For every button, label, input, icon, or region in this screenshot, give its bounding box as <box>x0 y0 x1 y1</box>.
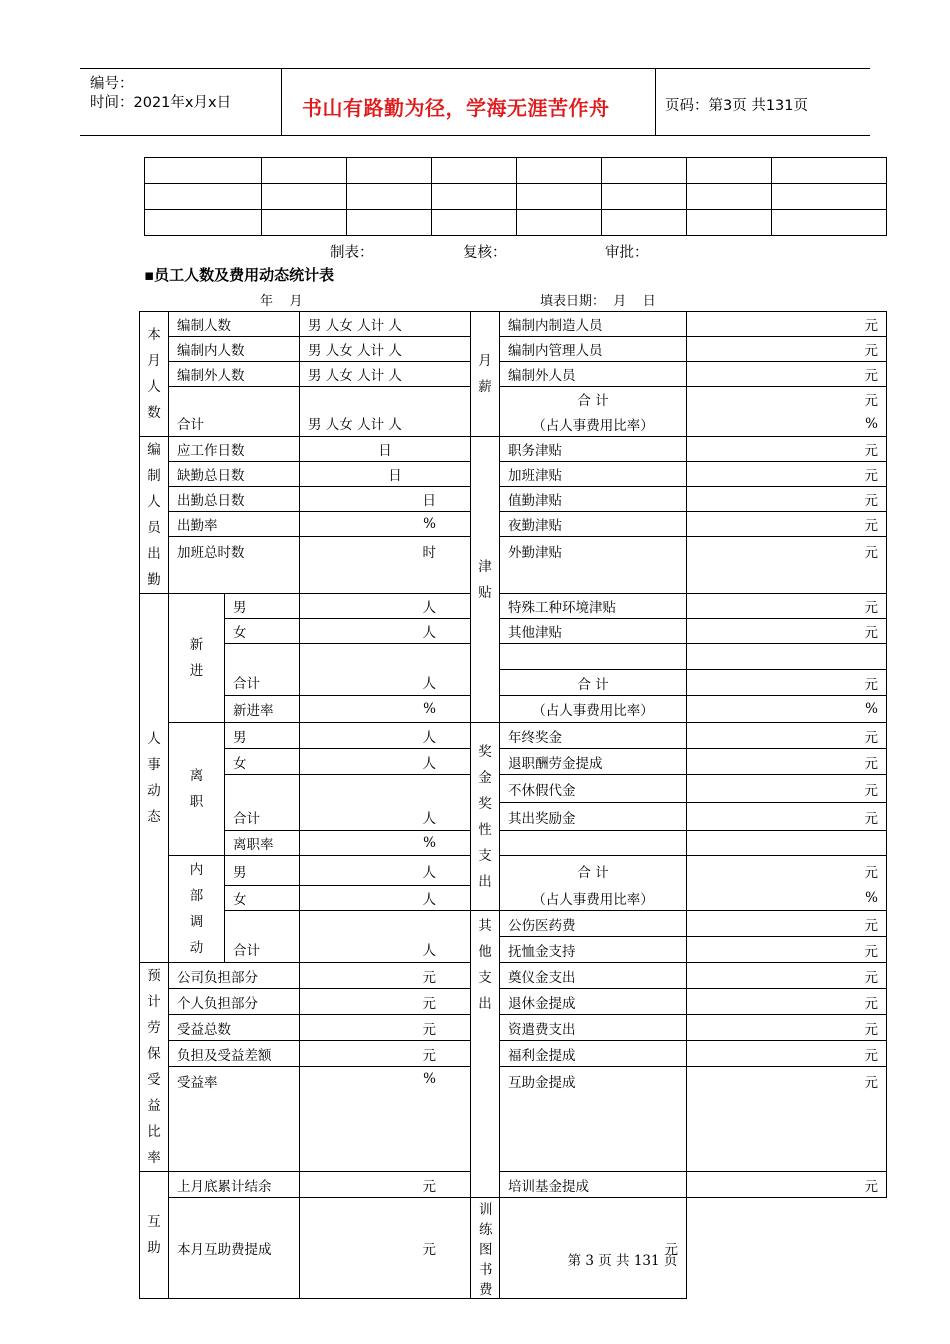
row-value: 元 <box>300 989 471 1015</box>
row-value: 男 人女 人计 人 <box>300 312 471 337</box>
row-label: 不休假代金 <box>500 775 687 803</box>
row-label: 编制外人员 <box>500 362 687 387</box>
subgroup-label: 新 进 <box>169 594 225 723</box>
row-label: 编制人数 <box>169 312 300 337</box>
row-value: 人 <box>300 911 471 963</box>
subgroup-label: 离 职 <box>169 723 225 856</box>
table-row <box>140 1067 887 1100</box>
blank-cell <box>687 831 887 856</box>
header-divider <box>281 68 282 135</box>
row-value: 元 <box>687 856 887 886</box>
blank-row <box>145 158 887 184</box>
row-label: 职务津贴 <box>500 437 687 462</box>
table-row <box>140 723 887 749</box>
row-value: 人 <box>300 619 471 644</box>
row-label: 编制内管理人员 <box>500 337 687 362</box>
table-row <box>140 856 887 886</box>
row-label: 编制外人数 <box>169 362 300 387</box>
row-value: 元 <box>687 619 887 644</box>
row-label: 出勤总日数 <box>169 487 300 512</box>
row-value: 元 <box>687 537 887 594</box>
date-right: 填表日期： 月 日 <box>540 294 656 309</box>
blank-row <box>145 210 887 236</box>
row-label: 男 <box>225 594 300 619</box>
row-value: 元 <box>687 1067 887 1172</box>
table-row <box>140 362 887 387</box>
row-value: % <box>687 696 887 723</box>
row-value: 男 人女 人计 人 <box>300 337 471 362</box>
row-label: 女 <box>225 619 300 644</box>
blank-cell <box>687 644 887 670</box>
blank-grid <box>144 157 887 236</box>
row-label: 编制内人数 <box>169 337 300 362</box>
row-value: 元 <box>687 749 887 775</box>
row-value: 元 <box>687 723 887 749</box>
row-value: 男 人女 人计 人 <box>300 387 471 437</box>
row-label: 出勤率 <box>169 512 300 537</box>
row-label: 合计 <box>225 644 300 696</box>
row-label: 训练图书费 <box>471 1198 500 1299</box>
ratio-label: （占人事费用比率） <box>500 412 687 437</box>
header-top-rule <box>80 68 870 69</box>
row-label: 特殊工种环境津贴 <box>500 594 687 619</box>
row-label: 退休金提成 <box>500 989 687 1015</box>
row-value: 元 <box>500 1198 687 1299</box>
section-title: ▪员工人数及费用动态统计表 <box>144 266 335 284</box>
date-left: 年 月 <box>260 294 303 309</box>
row-label: 上月底累计结余 <box>169 1172 300 1198</box>
row-value: 元 <box>687 594 887 619</box>
table-row <box>140 619 887 644</box>
row-value: 人 <box>300 775 471 831</box>
row-label: 其他津贴 <box>500 619 687 644</box>
row-label: 本月互助费提成 <box>169 1198 300 1299</box>
row-label: 公伤医药费 <box>500 911 687 937</box>
group-label: 其 他 支 出 <box>471 911 500 1198</box>
row-value: 日 <box>300 437 471 462</box>
row-value: 元 <box>687 989 887 1015</box>
ratio-label: （占人事费用比率） <box>500 696 687 723</box>
row-label: 福利金提成 <box>500 1041 687 1067</box>
table-row <box>140 1015 887 1041</box>
row-label: 年终奖金 <box>500 723 687 749</box>
row-value: % <box>300 831 471 856</box>
blank-row <box>145 184 887 210</box>
row-value: 元 <box>687 670 887 696</box>
table-row <box>140 594 887 619</box>
group-label: 奖 金 奖 性 支 出 <box>471 723 500 911</box>
table-row <box>140 537 887 572</box>
ratio-label: （占人事费用比率） <box>500 886 687 911</box>
row-value: % <box>300 1067 471 1172</box>
table-row <box>140 1198 887 1299</box>
total-label: 合 计 <box>500 670 687 696</box>
row-value: 元 <box>687 387 887 412</box>
row-value: 人 <box>300 749 471 775</box>
total-label: 合 计 <box>500 387 687 412</box>
row-label: 加班总时数 <box>169 537 300 594</box>
motto: 书山有路勤为径，学海无涯苦作舟 <box>302 96 610 120</box>
row-value: % <box>300 512 471 537</box>
group-label: 本 月 人 数 <box>140 312 169 437</box>
row-value: 元 <box>687 1041 887 1067</box>
row-value: 人 <box>300 644 471 696</box>
row-label: 合计 <box>225 911 300 963</box>
code-label: 编号： <box>90 76 134 92</box>
row-label: 离职率 <box>225 831 300 856</box>
row-value: 元 <box>687 337 887 362</box>
row-label: 其出奖励金 <box>500 803 687 831</box>
row-value: 元 <box>687 803 887 831</box>
row-value: 元 <box>687 911 887 937</box>
time-label: 时间：2021年x月x日 <box>90 95 232 111</box>
row-label: 受益总数 <box>169 1015 300 1041</box>
row-label: 外勤津贴 <box>500 537 687 594</box>
row-value: 元 <box>687 312 887 337</box>
row-value: 元 <box>687 775 887 803</box>
row-label: 新进率 <box>225 696 300 723</box>
row-value: 元 <box>687 1015 887 1041</box>
group-label: 月 薪 <box>471 312 500 437</box>
row-value: 元 <box>300 1015 471 1041</box>
row-label: 退职酬劳金提成 <box>500 749 687 775</box>
header-bottom-rule <box>80 135 870 136</box>
group-label: 互 助 <box>140 1172 169 1299</box>
table-row <box>140 911 887 937</box>
table-row <box>140 437 887 462</box>
row-label: 值勤津贴 <box>500 487 687 512</box>
page-footer: 第 3 页 共 131 页 <box>567 1253 678 1269</box>
row-label: 夜勤津贴 <box>500 512 687 537</box>
row-label: 资遣费支出 <box>500 1015 687 1041</box>
row-value: % <box>300 696 471 723</box>
row-value: % <box>687 412 887 437</box>
row-value: 元 <box>300 963 471 989</box>
row-value: 日 <box>300 487 471 512</box>
row-label: 受益率 <box>169 1067 300 1172</box>
row-label: 缺勤总日数 <box>169 462 300 487</box>
group-label: 编 制 人 员 出 勤 <box>140 437 169 594</box>
row-label: 抚恤金支持 <box>500 937 687 963</box>
table-row <box>140 696 887 723</box>
row-label: 女 <box>225 749 300 775</box>
table-row <box>140 886 887 911</box>
group-label: 预 计 劳 保 受 益 比 率 <box>140 963 169 1172</box>
row-label: 编制内制造人员 <box>500 312 687 337</box>
table-row <box>140 487 887 512</box>
row-label: 个人负担部分 <box>169 989 300 1015</box>
row-label: 合计 <box>169 387 300 437</box>
row-value: 元 <box>687 1172 887 1198</box>
table-row <box>140 749 887 775</box>
header-divider <box>655 68 656 135</box>
table-row <box>140 387 887 412</box>
table-row <box>140 963 887 989</box>
maker-label: 制表： <box>330 245 374 261</box>
stats-table <box>139 311 887 1299</box>
row-label: 奠仪金支出 <box>500 963 687 989</box>
table-row <box>140 1172 887 1198</box>
row-value: 人 <box>300 723 471 749</box>
blank-cell <box>500 831 687 856</box>
row-value: % <box>687 886 887 911</box>
table-row <box>140 1041 887 1067</box>
row-value: 元 <box>687 487 887 512</box>
row-label: 加班津贴 <box>500 462 687 487</box>
row-value: 元 <box>687 462 887 487</box>
reviewer-label: 复核： <box>463 245 507 261</box>
total-label: 合 计 <box>500 856 687 886</box>
row-value: 元 <box>300 1041 471 1067</box>
row-value: 时 <box>300 537 471 594</box>
subgroup-label: 内 部 调 动 <box>169 856 225 963</box>
table-row <box>140 462 887 487</box>
row-value: 人 <box>300 856 471 886</box>
table-row <box>140 337 887 362</box>
row-label: 男 <box>225 856 300 886</box>
row-value: 元 <box>687 937 887 963</box>
group-label: 津 贴 <box>471 437 500 723</box>
approver-label: 审批： <box>605 245 649 261</box>
table-row <box>140 831 887 856</box>
row-value: 日 <box>300 462 471 487</box>
table-row <box>140 989 887 1015</box>
row-value: 元 <box>687 512 887 537</box>
row-value: 人 <box>300 594 471 619</box>
row-label: 负担及受益差额 <box>169 1041 300 1067</box>
blank-cell <box>500 644 687 670</box>
table-row <box>140 644 887 670</box>
table-row <box>140 312 887 337</box>
table-row <box>140 775 887 803</box>
row-value: 人 <box>300 886 471 911</box>
row-value: 元 <box>687 437 887 462</box>
row-label: 应工作日数 <box>169 437 300 462</box>
page-label: 页码：第3页 共131页 <box>665 98 809 114</box>
row-label: 互助金提成 <box>500 1067 687 1172</box>
row-value: 男 人女 人计 人 <box>300 362 471 387</box>
row-label: 培训基金提成 <box>500 1172 687 1198</box>
group-label: 人 事 动 态 <box>140 594 169 963</box>
row-value: 元 <box>687 963 887 989</box>
row-label: 公司负担部分 <box>169 963 300 989</box>
row-value: 元 <box>300 1198 471 1299</box>
row-label: 合计 <box>225 775 300 831</box>
row-label: 女 <box>225 886 300 911</box>
row-label: 男 <box>225 723 300 749</box>
row-value: 元 <box>687 362 887 387</box>
table-row <box>140 512 887 537</box>
row-value: 元 <box>300 1172 471 1198</box>
